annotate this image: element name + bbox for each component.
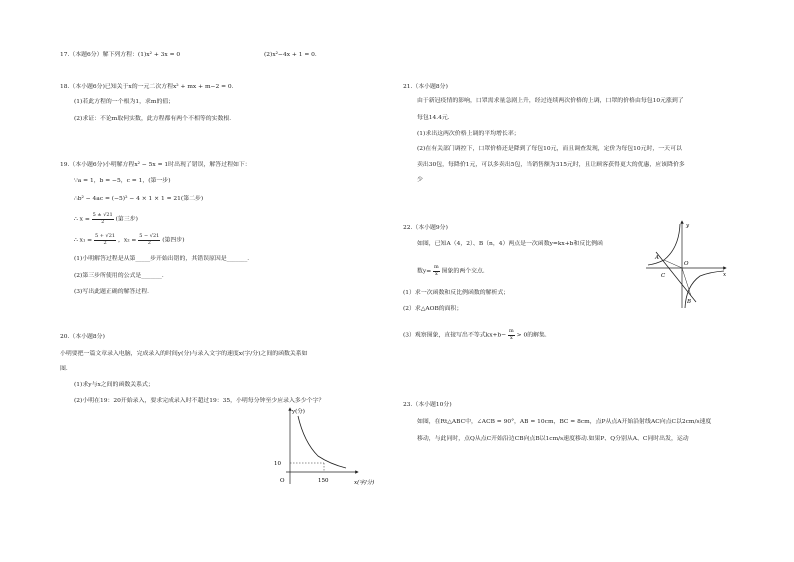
- q22-head: 22.（本小题9分): [403, 225, 448, 231]
- q18-part1: (1)若此方程的一个根为1，求m的值；: [74, 99, 175, 105]
- q22-part3-post: > 0的解集．: [516, 332, 551, 339]
- q18-part2: (2)求证：不论m取何实数，此方程都有两个不相等的实数根．: [74, 116, 236, 122]
- q22-line1: 如图，已知A（4，2）、B（n，4）两点是一次函数y=kx+b和反比例函: [417, 241, 603, 247]
- q19-step3-fraction: [92, 213, 114, 225]
- graph-origin: O: [280, 478, 285, 484]
- q20-line1: 小明要把一篇文章录入电脑，完成录入的时间y(分)与录入文字的速度x(字/分)之间的函数关系如: [60, 351, 308, 357]
- q22-line2: [417, 265, 489, 277]
- fraction-numerator: m: [434, 264, 439, 270]
- q19-step2: ∴b² − 4ac = (−5)² − 4 × 1 × 1 = 21(第二步): [74, 196, 204, 202]
- hyperbola-branch-upper: [648, 224, 680, 265]
- fraction-numerator: m: [509, 328, 514, 334]
- q19-step4-post: (第四步): [162, 237, 185, 244]
- label-C: C: [661, 273, 666, 279]
- graph-x-tick: 150: [318, 478, 329, 484]
- fraction-denominator: 2: [101, 218, 105, 225]
- q17-part2: (2)x²−4x + 1 = 0．: [264, 52, 321, 58]
- fraction-denominator: 2: [147, 239, 151, 246]
- label-B: B: [687, 299, 692, 305]
- q19-head: 19.（本小题6分)小明解方程x² − 5x = 1时出现了错误，解答过程如下：: [60, 162, 251, 168]
- fraction-denominator: x: [434, 270, 438, 277]
- graph-x-label: x(字/分): [354, 480, 375, 486]
- q20-part2: (2)小明在19：20开始录入，要求完成录入时不超过19：35，小明每分钟至少应录入多少个字？: [74, 398, 325, 404]
- q19-step4-fraction1: [94, 234, 116, 246]
- q22-graph: [644, 218, 730, 310]
- q19-step1: ∵a = 1，b = −5，c = 1，(第一步): [74, 178, 171, 184]
- fraction-denominator: 2: [103, 239, 107, 246]
- q21-part2-c: 少: [417, 177, 423, 183]
- q17-head: 17.（本题6分）解下列方程：(1)x² + 3x = 0: [60, 52, 181, 58]
- q19-part2: (2)第三步所使用的公式是_______．: [74, 273, 168, 279]
- q22-line2-post: 图象的两个交点．: [441, 268, 489, 275]
- q20-part1: (1)求y与x之间的函数关系式；: [74, 382, 154, 388]
- segment-OA: [664, 260, 682, 268]
- q22-part1: (1）求一次函数和反比例函数的解析式；: [403, 290, 510, 296]
- q21-part2-b: 卖出30包，每降价1元，可以多卖出5包，当销售额为315元时，且让顾客获得更大的优惠，应该降价多: [417, 162, 685, 168]
- label-y: y: [686, 223, 690, 229]
- q19-step3-post: (第三步): [115, 216, 138, 223]
- q19-part3: (3)写出此题正确的解答过程．: [74, 289, 154, 295]
- q23-line1: 如图，在Rt△ABC中，∠ACB = 90°，AB = 10cm，BC = 8cm，点P从点A开始沿射线AC向点C以2cm/s速度: [417, 419, 712, 425]
- hyperbola-curve: [298, 416, 346, 468]
- q22-line2-pre: 数y=: [417, 268, 432, 275]
- q19-step4-mid: ，x₂ =: [117, 237, 137, 244]
- q20-graph: [268, 404, 398, 490]
- q23-head: 23.（本小题10分): [403, 402, 452, 408]
- q23-line2: 移动，与此同时，点Q从点C开始沿边CB向点B以1cm/s速度移动.如果P、Q分别从A、C同时出发，运动: [417, 436, 689, 442]
- fraction-denominator: x: [510, 334, 513, 341]
- q19-part1: (1)小明解答过程是从第_____步开始出错的，其错误原因是_______．: [74, 256, 254, 262]
- q19-step3: [74, 213, 138, 225]
- q18-head: 18.（本小题6分)已知关于x的一元二次方程x² + mx + m−2 = 0．: [60, 84, 238, 90]
- graph-y-label: y(分): [292, 409, 305, 415]
- label-x: x: [723, 272, 727, 278]
- q22-line2-fraction: [433, 265, 440, 277]
- q21-line2: 每包14.4元．: [417, 115, 454, 121]
- label-O: O: [684, 261, 689, 267]
- fraction-numerator: 5 ± √21: [92, 212, 113, 218]
- graph-y-tick: 10: [274, 461, 281, 467]
- q21-part2-a: (2)在有关部门调控下，口罩价格还是降到了每包10元，而且调查发现，定价为每包10元时，一天可以: [417, 146, 682, 152]
- fraction-numerator: 5 + √21: [95, 233, 116, 239]
- fraction-numerator: 5 − √21: [139, 233, 160, 239]
- q21-line1: 由于新冠疫情的影响，口罩需求量急剧上升，经过连续两次价格的上调，口罩的价格由每包10元涨到了: [417, 98, 684, 104]
- q20-head: 20.（本小题8分): [60, 334, 105, 340]
- q22-part3-pre: (3）观察图象，直接写出不等式kx+b−: [403, 332, 507, 339]
- q19-step4-fraction2: [138, 234, 160, 246]
- q22-part3-fraction: [508, 329, 515, 341]
- q19-step3-pre: ∴ x =: [74, 216, 90, 223]
- q19-step4: [74, 234, 185, 246]
- q21-part1: (1)求出这两次价格上调的平均增长率；: [417, 131, 520, 137]
- q19-step4-pre: ∴ x₁ =: [74, 237, 93, 244]
- q22-part2: (2）求△AOB的面积；: [403, 306, 463, 312]
- segment-OB: [682, 268, 691, 296]
- label-A: A: [655, 255, 659, 261]
- q21-head: 21.（本小题8分): [403, 84, 448, 90]
- q20-line2: 图．: [60, 366, 72, 372]
- q22-part3: [403, 329, 551, 341]
